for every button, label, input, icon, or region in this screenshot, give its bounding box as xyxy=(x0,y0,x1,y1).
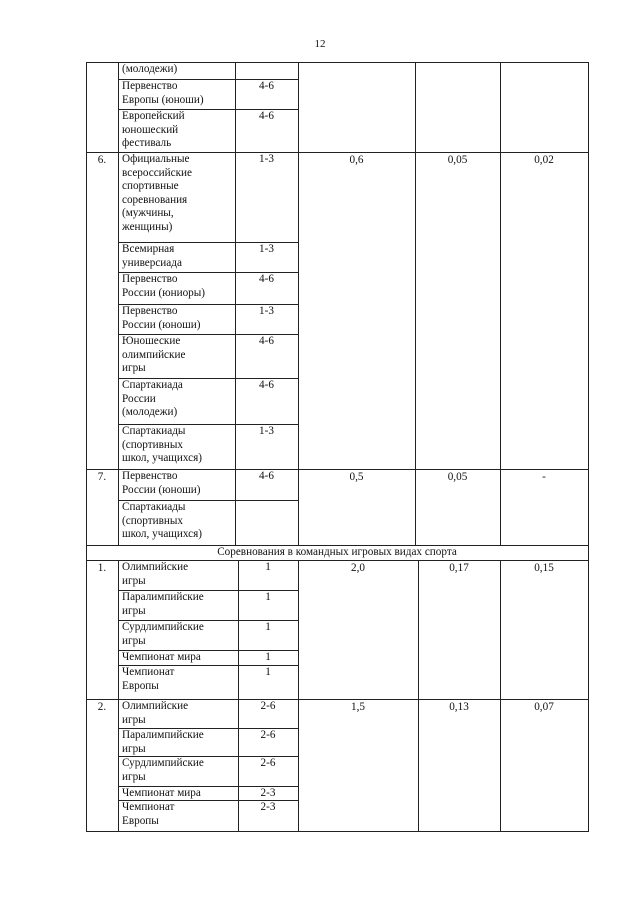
event-name: Чемпионат Европы xyxy=(122,666,175,692)
event-name: Сурдлимпийские игры xyxy=(122,621,204,647)
table-rule xyxy=(418,699,419,831)
value-col-3 xyxy=(298,64,415,80)
table-rule xyxy=(588,469,589,546)
table-rule xyxy=(588,545,589,560)
section-header: Соревнования в командных игровых видах спорта xyxy=(217,546,457,558)
event-name: Спартакиада России (молодежи) xyxy=(122,379,183,419)
table-rule xyxy=(588,62,589,153)
event-name: Паралимпийские игры xyxy=(122,591,204,617)
table-rule xyxy=(86,560,87,699)
value-col-3: 2,0 xyxy=(351,562,365,574)
place-range: 1-3 xyxy=(259,425,274,437)
value-col-4: 0,05 xyxy=(447,154,468,166)
place-range xyxy=(235,501,298,517)
event-name: Европейский юношеский фестиваль xyxy=(122,110,185,150)
place-range: 2-6 xyxy=(260,729,276,741)
value-col-4: 0,05 xyxy=(447,471,468,483)
event-name: Первенство России (юниоры) xyxy=(122,273,206,299)
value-col-5 xyxy=(500,64,588,80)
place-range: 1-3 xyxy=(259,305,274,317)
table-rule xyxy=(500,152,501,469)
value-col-5: 0,02 xyxy=(534,154,554,166)
table-rule xyxy=(418,560,419,699)
place-range: 2-6 xyxy=(260,700,276,712)
place-range: 4-6 xyxy=(259,273,274,285)
place-range: 4-6 xyxy=(259,470,274,482)
table-rule xyxy=(298,560,299,699)
value-col-5: 0,07 xyxy=(534,701,554,713)
place-range xyxy=(235,63,298,79)
event-name: Официальные всероссийские спортивные соревнования (мужчины, женщины) xyxy=(122,153,193,233)
value-col-5: - xyxy=(542,471,546,483)
event-name: (молодежи) xyxy=(122,63,178,75)
row-number: 2. xyxy=(97,701,107,713)
place-range: 4-6 xyxy=(259,110,274,122)
place-range: 1 xyxy=(265,651,271,663)
place-range: 1 xyxy=(265,591,271,603)
place-range: 1-3 xyxy=(259,153,274,165)
event-name: Чемпионат Европы xyxy=(122,801,175,827)
event-name: Первенство России (юноши) xyxy=(122,305,201,331)
place-range: 1-3 xyxy=(259,243,274,255)
value-col-3: 0,5 xyxy=(349,471,364,483)
table-rule xyxy=(588,699,589,832)
place-range: 2-3 xyxy=(260,801,276,813)
value-col-4: 0,17 xyxy=(449,562,469,574)
event-name: Сурдлимпийские игры xyxy=(122,757,204,783)
place-range: 4-6 xyxy=(259,80,274,92)
event-name: Чемпионат мира xyxy=(122,651,201,663)
table-rule xyxy=(86,560,589,561)
value-col-4: 0,13 xyxy=(449,701,469,713)
place-range: 4-6 xyxy=(259,379,274,391)
table-rule xyxy=(298,152,299,469)
table-rule xyxy=(415,152,416,469)
table-rule xyxy=(86,152,87,469)
place-range: 4-6 xyxy=(259,335,274,347)
event-name: Первенство Европы (юноши) xyxy=(122,80,204,106)
event-name: Первенство России (юноши) xyxy=(122,470,201,496)
table-rule xyxy=(588,152,589,470)
value-col-5: 0,15 xyxy=(534,562,554,574)
table-rule xyxy=(298,699,299,831)
place-range: 1 xyxy=(265,621,271,633)
place-range: 2-3 xyxy=(260,787,276,799)
event-name: Чемпионат мира xyxy=(122,787,201,799)
page-number: 12 xyxy=(314,38,326,50)
event-name: Паралимпийские игры xyxy=(122,729,204,755)
place-range: 1 xyxy=(265,561,271,573)
event-name: Олимпийские игры xyxy=(122,700,189,726)
event-name: Спартакиады (спортивных школ, учащихся) xyxy=(122,501,202,541)
value-col-3: 0,6 xyxy=(349,154,364,166)
row-number: 7. xyxy=(97,471,107,483)
table-rule xyxy=(588,560,589,700)
table-rule xyxy=(500,560,501,699)
event-name: Юношеские олимпийские игры xyxy=(122,335,186,375)
table-rule xyxy=(500,699,501,831)
event-name: Спартакиады (спортивных школ, учащихся) xyxy=(122,425,202,465)
row-number: 1. xyxy=(97,562,107,574)
event-name: Всемирная универсиада xyxy=(122,243,182,269)
place-range: 1 xyxy=(265,666,271,678)
row-number: 6. xyxy=(97,154,107,166)
table-rule xyxy=(86,831,589,832)
table-rule xyxy=(86,699,87,831)
value-col-3: 1,5 xyxy=(351,701,365,713)
place-range: 2-6 xyxy=(260,757,276,769)
event-name: Олимпийские игры xyxy=(122,561,189,587)
value-col-4 xyxy=(415,64,500,80)
row-number xyxy=(86,64,118,80)
